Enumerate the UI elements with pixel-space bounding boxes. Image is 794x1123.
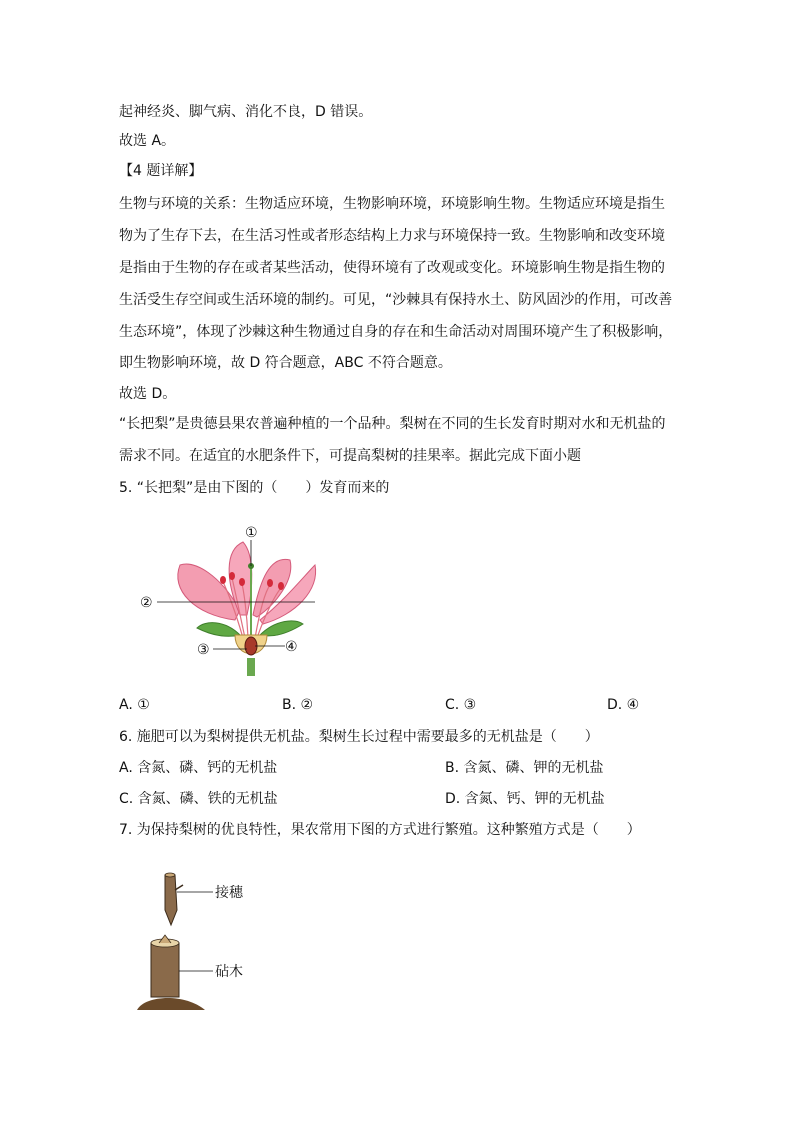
q6-option-c[interactable]: C. 含氮、磷、铁的无机盐 [119, 791, 278, 807]
text-line-2: 故选 A。 [119, 133, 176, 149]
stock-label: 砧木 [215, 964, 243, 980]
text-line-9: 即生物影响环境，故 D 符合题意，ABC 不符合题意。 [119, 355, 452, 371]
question-7: 7. 为保持梨树的优良特性，果农常用下图的方式进行繁殖。这种繁殖方式是（ ） [119, 822, 641, 838]
q6-option-b[interactable]: B. 含氮、磷、钾的无机盐 [445, 760, 604, 776]
sepal-left [197, 623, 240, 637]
question-6: 6. 施肥可以为梨树提供无机盐。梨树生长过程中需要最多的无机盐是（ ） [119, 729, 599, 745]
question-5: 5. “长把梨”是由下图的（ ）发育而来的 [119, 480, 390, 496]
text-line-6: 是指由于生物的存在或者某些活动，使得环境有了改观或变化。环境影响生物是指生物的 [119, 260, 665, 276]
flower-label-2: ② [140, 595, 153, 611]
grafting-diagram [135, 865, 275, 1015]
stock [151, 943, 179, 997]
q6-option-a[interactable]: A. 含氮、磷、钙的无机盐 [119, 760, 278, 776]
section-heading: 【4 题详解】 [119, 163, 203, 179]
text-line-12: 需求不同。在适宜的水肥条件下，可提高梨树的挂果率。据此完成下面小题 [119, 448, 581, 464]
ground [137, 998, 205, 1010]
q5-option-a[interactable]: A. ① [119, 697, 150, 713]
q5-option-d[interactable]: D. ④ [607, 697, 640, 713]
text-line-10: 故选 D。 [119, 386, 177, 402]
stem [247, 658, 255, 676]
text-line-4: 生物与环境的关系：生物适应环境，生物影响环境，环境影响生物。生物适应环境是指生 [119, 196, 665, 212]
scion [165, 875, 177, 925]
text-line-11: “长把梨”是贵德县果农普遍种植的一个品种。梨树在不同的生长发育时期对水和无机盐的 [119, 416, 666, 432]
text-line-5: 物为了生存下去，在生活习性或者形态结构上力求与环境保持一致。生物影响和改变环境 [119, 228, 665, 244]
q5-option-c[interactable]: C. ③ [445, 697, 477, 713]
flower-label-4: ④ [285, 639, 298, 655]
flower-label-1: ① [245, 525, 258, 541]
text-line-1: 起神经炎、脚气病、消化不良，D 错误。 [119, 104, 373, 120]
q5-option-b[interactable]: B. ② [282, 697, 314, 713]
text-line-7: 生活受生存空间或生活环境的制约。可见，“沙棘具有保持水土、防风固沙的作用，可改善 [119, 292, 673, 308]
scion-label: 接穗 [215, 885, 243, 901]
q6-option-d[interactable]: D. 含氮、钙、钾的无机盐 [445, 791, 605, 807]
flower-diagram [135, 520, 335, 680]
text-line-8: 生态环境”，体现了沙棘这种生物通过自身的存在和生命活动对周围环境产生了积极影响， [119, 324, 673, 340]
flower-label-3: ③ [197, 642, 210, 658]
